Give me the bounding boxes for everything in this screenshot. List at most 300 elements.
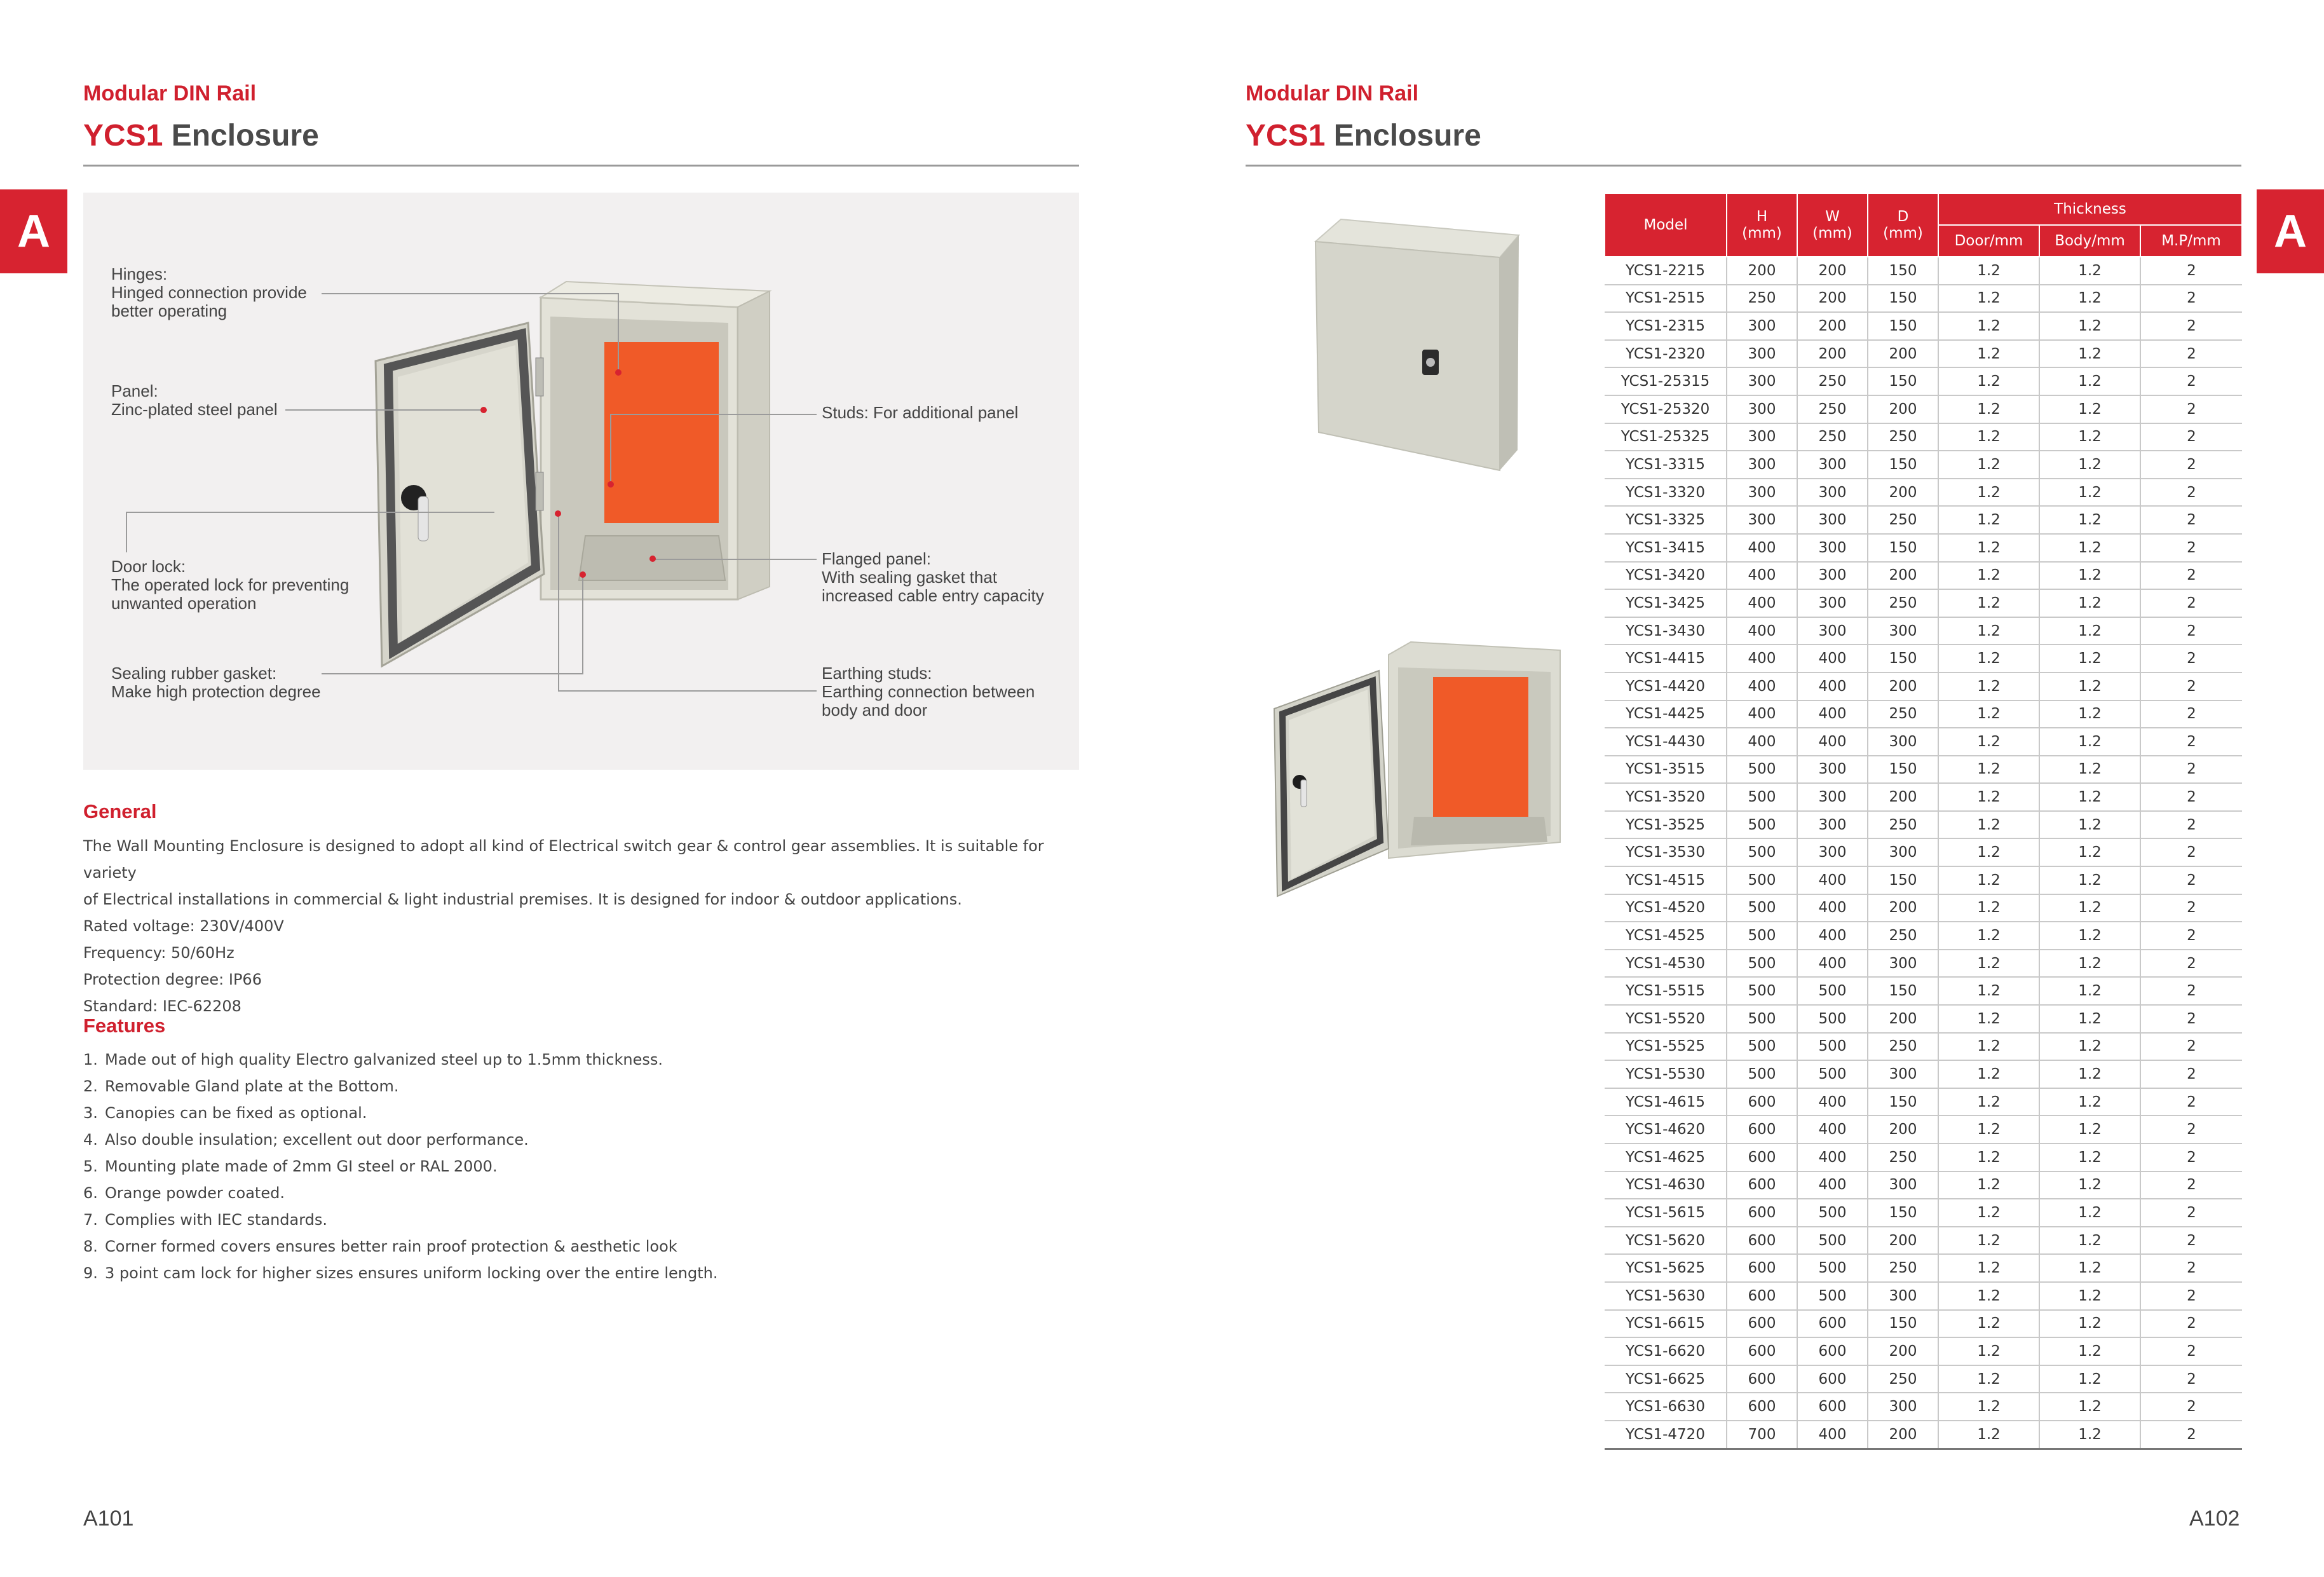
- table-cell: 300: [1797, 783, 1868, 811]
- table-cell: YCS1-4620: [1605, 1116, 1727, 1143]
- table-cell: 250: [1868, 1143, 1938, 1171]
- table-cell: 500: [1727, 866, 1797, 894]
- callout-studs: Studs: For additional panel: [822, 403, 1019, 422]
- table-cell: 150: [1868, 257, 1938, 285]
- table-cell: 2: [2140, 1088, 2242, 1116]
- table-row: [1605, 395, 2242, 423]
- leader-studs-v: [610, 414, 611, 484]
- table-cell: 500: [1727, 1060, 1797, 1088]
- table-cell: YCS1-25325: [1605, 423, 1727, 451]
- table-row: [1605, 534, 2242, 562]
- table-row: [1605, 506, 2242, 534]
- marker-hinges: [615, 369, 622, 376]
- marker-earthing: [555, 510, 561, 517]
- table-cell: 1.2: [2039, 922, 2140, 950]
- table-cell: YCS1-5525: [1605, 1033, 1727, 1061]
- table-cell: 500: [1727, 950, 1797, 978]
- table-cell: 300: [1797, 589, 1868, 617]
- table-cell: 600: [1727, 1143, 1797, 1171]
- table-cell: 300: [1868, 728, 1938, 756]
- table-cell: 500: [1797, 1282, 1868, 1310]
- table-cell: YCS1-3520: [1605, 783, 1727, 811]
- table-cell: 1.2: [2039, 257, 2140, 285]
- leader-hinges-v: [618, 293, 619, 372]
- table-cell: 1.2: [2039, 1088, 2140, 1116]
- table-cell: YCS1-4520: [1605, 894, 1727, 922]
- general-line: The Wall Mounting Enclosure is designed to adopt all kind of Electrical switch gear & control gear assemblies. It is suitable for variety: [83, 837, 1044, 882]
- table-cell: 600: [1797, 1393, 1868, 1421]
- table-cell: 300: [1797, 534, 1868, 562]
- table-cell: 300: [1727, 423, 1797, 451]
- table-cell: 1.2: [2039, 728, 2140, 756]
- table-cell: 500: [1797, 1005, 1868, 1033]
- feature-text: Canopies can be fixed as optional.: [105, 1104, 367, 1122]
- feature-item: [83, 1206, 1079, 1233]
- table-cell: 400: [1727, 617, 1797, 645]
- table-cell: YCS1-5515: [1605, 977, 1727, 1005]
- table-cell: 300: [1868, 1060, 1938, 1088]
- table-row: [1605, 312, 2242, 340]
- table-cell: 1.2: [1938, 395, 2039, 423]
- table-cell: YCS1-4525: [1605, 922, 1727, 950]
- table-cell: 1.2: [1938, 866, 2039, 894]
- table-cell: 300: [1797, 756, 1868, 784]
- table-row: [1605, 783, 2242, 811]
- leader-gasket: [322, 673, 583, 674]
- table-row: [1605, 1254, 2242, 1282]
- table-row: [1605, 1310, 2242, 1338]
- frequency: Frequency: 50/60Hz: [83, 944, 234, 962]
- col-w-label: W: [1825, 208, 1840, 225]
- orange-mounting-plate: [1433, 677, 1528, 820]
- leader-hinges: [322, 293, 619, 294]
- col-door: Door/mm: [1938, 225, 2039, 257]
- table-cell: 2: [2140, 866, 2242, 894]
- table-cell: 300: [1868, 1282, 1938, 1310]
- col-w: [1797, 193, 1868, 257]
- feature-number: 9.: [83, 1264, 98, 1282]
- feature-item: [83, 1180, 1079, 1206]
- table-cell: 400: [1727, 645, 1797, 672]
- table-cell: 400: [1797, 1143, 1868, 1171]
- table-cell: 400: [1797, 728, 1868, 756]
- table-cell: 2: [2140, 1143, 2242, 1171]
- table-row: [1605, 1282, 2242, 1310]
- table-cell: YCS1-5630: [1605, 1282, 1727, 1310]
- table-cell: YCS1-3325: [1605, 506, 1727, 534]
- table-cell: 2: [2140, 312, 2242, 340]
- table-cell: YCS1-4430: [1605, 728, 1727, 756]
- feature-item: [83, 1073, 1079, 1100]
- leader-panel: [285, 409, 484, 411]
- table-cell: 1.2: [2039, 1282, 2140, 1310]
- table-cell: 2: [2140, 1199, 2242, 1227]
- table-cell: 1.2: [1938, 811, 2039, 839]
- table-cell: 1.2: [1938, 728, 2039, 756]
- table-cell: 2: [2140, 1033, 2242, 1061]
- table-cell: 2: [2140, 1005, 2242, 1033]
- table-cell: YCS1-6615: [1605, 1310, 1727, 1338]
- table-cell: 600: [1727, 1171, 1797, 1199]
- table-row: [1605, 1033, 2242, 1061]
- table-cell: 500: [1727, 1005, 1797, 1033]
- table-cell: 300: [1797, 838, 1868, 866]
- left-title-prefix: YCS1: [83, 119, 163, 153]
- table-cell: 300: [1868, 617, 1938, 645]
- table-cell: 250: [1868, 423, 1938, 451]
- marker-panel: [480, 407, 487, 413]
- table-cell: 300: [1727, 451, 1797, 479]
- table-cell: 1.2: [1938, 312, 2039, 340]
- table-row: [1605, 617, 2242, 645]
- table-cell: 2: [2140, 1171, 2242, 1199]
- table-cell: 2: [2140, 1282, 2242, 1310]
- table-cell: 200: [1868, 672, 1938, 700]
- callout-door-lock: Door lock: The operated lock for preventing unwanted operation: [111, 557, 350, 613]
- table-cell: 1.2: [2039, 1254, 2140, 1282]
- feature-text: Removable Gland plate at the Bottom.: [105, 1077, 399, 1095]
- table-cell: 1.2: [1938, 589, 2039, 617]
- table-cell: 500: [1727, 894, 1797, 922]
- table-cell: 500: [1797, 1254, 1868, 1282]
- left-title-suffix: Enclosure: [163, 119, 319, 153]
- spec-table: [1604, 193, 2243, 1450]
- col-thickness: Thickness: [1938, 193, 2242, 225]
- features-heading: Features: [83, 1014, 166, 1037]
- table-cell: 1.2: [1938, 1421, 2039, 1449]
- table-row: [1605, 423, 2242, 451]
- table-cell: 1.2: [2039, 977, 2140, 1005]
- col-h: [1727, 193, 1797, 257]
- table-cell: 1.2: [2039, 1171, 2140, 1199]
- table-cell: 1.2: [1938, 562, 2039, 590]
- table-cell: 200: [1868, 1005, 1938, 1033]
- table-cell: 300: [1868, 1393, 1938, 1421]
- table-cell: 2: [2140, 1421, 2242, 1449]
- table-cell: 2: [2140, 728, 2242, 756]
- table-cell: 500: [1797, 1227, 1868, 1255]
- table-cell: YCS1-6620: [1605, 1337, 1727, 1365]
- right-title-suffix: Enclosure: [1325, 119, 1481, 153]
- table-row: [1605, 922, 2242, 950]
- standard: Standard: IEC-62208: [83, 997, 241, 1015]
- table-cell: YCS1-3425: [1605, 589, 1727, 617]
- table-cell: 1.2: [2039, 1060, 2140, 1088]
- table-row: [1605, 1337, 2242, 1365]
- table-cell: 1.2: [1938, 1033, 2039, 1061]
- table-cell: 2: [2140, 285, 2242, 313]
- right-page-title: [1246, 118, 1481, 153]
- table-row: [1605, 257, 2242, 285]
- table-cell: YCS1-3430: [1605, 617, 1727, 645]
- table-cell: 1.2: [2039, 479, 2140, 507]
- table-row: [1605, 866, 2242, 894]
- feature-text: Orange powder coated.: [105, 1184, 285, 1202]
- table-cell: 200: [1868, 783, 1938, 811]
- table-cell: 200: [1868, 1337, 1938, 1365]
- table-cell: 500: [1727, 838, 1797, 866]
- table-row: [1605, 1365, 2242, 1393]
- table-cell: 200: [1868, 1116, 1938, 1143]
- table-row: [1605, 1171, 2242, 1199]
- table-cell: YCS1-2320: [1605, 340, 1727, 368]
- table-cell: 2: [2140, 645, 2242, 672]
- table-cell: 2: [2140, 700, 2242, 728]
- feature-item: [83, 1153, 1079, 1180]
- feature-number: 6.: [83, 1184, 98, 1202]
- table-cell: 1.2: [2039, 783, 2140, 811]
- table-cell: 1.2: [1938, 838, 2039, 866]
- table-cell: 1.2: [2039, 1199, 2140, 1227]
- table-cell: 600: [1727, 1116, 1797, 1143]
- table-row: [1605, 1060, 2242, 1088]
- table-cell: 1.2: [2039, 1227, 2140, 1255]
- table-cell: 150: [1868, 977, 1938, 1005]
- table-cell: 1.2: [1938, 340, 2039, 368]
- table-cell: 1.2: [1938, 451, 2039, 479]
- left-subtitle: Modular DIN Rail: [83, 81, 257, 106]
- callout-earthing: Earthing studs: Earthing connection between body and door: [822, 664, 1035, 720]
- table-cell: 400: [1797, 700, 1868, 728]
- table-row: [1605, 756, 2242, 784]
- leader-earthing-v: [558, 514, 559, 692]
- table-cell: 1.2: [1938, 756, 2039, 784]
- table-cell: 2: [2140, 1116, 2242, 1143]
- right-title-rule: [1246, 165, 2241, 167]
- table-row: [1605, 645, 2242, 672]
- table-cell: 250: [1868, 589, 1938, 617]
- table-cell: 2: [2140, 950, 2242, 978]
- table-cell: 2: [2140, 756, 2242, 784]
- table-cell: YCS1-25320: [1605, 395, 1727, 423]
- table-cell: 200: [1868, 479, 1938, 507]
- table-cell: 2: [2140, 811, 2242, 839]
- table-cell: 2: [2140, 1227, 2242, 1255]
- table-row: [1605, 1116, 2242, 1143]
- table-cell: 1.2: [2039, 1421, 2140, 1449]
- table-cell: 700: [1727, 1421, 1797, 1449]
- feature-text: Corner formed covers ensures better rain proof protection & aesthetic look: [105, 1238, 677, 1255]
- feature-number: 5.: [83, 1157, 98, 1175]
- table-cell: 600: [1727, 1227, 1797, 1255]
- table-cell: YCS1-25315: [1605, 367, 1727, 395]
- feature-text: Also double insulation; excellent out door performance.: [105, 1131, 529, 1149]
- table-cell: 400: [1797, 1088, 1868, 1116]
- table-cell: YCS1-4425: [1605, 700, 1727, 728]
- table-cell: 2: [2140, 506, 2242, 534]
- table-cell: 1.2: [2039, 617, 2140, 645]
- table-cell: 200: [1868, 1227, 1938, 1255]
- table-cell: 1.2: [1938, 617, 2039, 645]
- table-cell: 2: [2140, 1310, 2242, 1338]
- table-cell: 1.2: [1938, 1393, 2039, 1421]
- feature-number: 7.: [83, 1211, 98, 1229]
- table-row: [1605, 367, 2242, 395]
- table-row: [1605, 1393, 2242, 1421]
- table-cell: YCS1-4515: [1605, 866, 1727, 894]
- features-list: [83, 1046, 1079, 1287]
- table-cell: 1.2: [2039, 340, 2140, 368]
- table-cell: 1.2: [1938, 1005, 2039, 1033]
- table-cell: 1.2: [2039, 1005, 2140, 1033]
- table-cell: 1.2: [1938, 922, 2039, 950]
- table-cell: YCS1-5530: [1605, 1060, 1727, 1088]
- table-cell: 300: [1727, 506, 1797, 534]
- table-cell: 1.2: [1938, 1060, 2039, 1088]
- table-cell: 300: [1727, 395, 1797, 423]
- right-section-tab: A: [2257, 189, 2324, 273]
- callout-panel: Panel: Zinc-plated steel panel: [111, 381, 278, 419]
- table-cell: 150: [1868, 866, 1938, 894]
- table-row: [1605, 811, 2242, 839]
- table-cell: 1.2: [1938, 1171, 2039, 1199]
- table-row: [1605, 700, 2242, 728]
- table-cell: 1.2: [2039, 700, 2140, 728]
- feature-text: Made out of high quality Electro galvanized steel up to 1.5mm thickness.: [105, 1051, 663, 1068]
- table-cell: 300: [1727, 479, 1797, 507]
- table-row: [1605, 285, 2242, 313]
- leader-earthing: [558, 690, 817, 692]
- table-cell: 1.2: [1938, 285, 2039, 313]
- table-cell: 1.2: [2039, 312, 2140, 340]
- table-cell: YCS1-4415: [1605, 645, 1727, 672]
- table-cell: 150: [1868, 756, 1938, 784]
- table-row: [1605, 1227, 2242, 1255]
- table-cell: 200: [1797, 257, 1868, 285]
- feature-item: [83, 1260, 1079, 1287]
- table-cell: 2: [2140, 340, 2242, 368]
- marker-flanged: [649, 556, 656, 562]
- table-cell: YCS1-4420: [1605, 672, 1727, 700]
- col-w-unit: (mm): [1812, 225, 1852, 242]
- table-cell: YCS1-2515: [1605, 285, 1727, 313]
- table-cell: 1.2: [2039, 811, 2140, 839]
- table-cell: 600: [1727, 1365, 1797, 1393]
- table-cell: 2: [2140, 977, 2242, 1005]
- table-cell: 2: [2140, 423, 2242, 451]
- table-cell: 1.2: [2039, 506, 2140, 534]
- table-cell: 1.2: [1938, 1337, 2039, 1365]
- table-cell: 600: [1727, 1337, 1797, 1365]
- table-cell: 500: [1797, 977, 1868, 1005]
- table-cell: YCS1-3420: [1605, 562, 1727, 590]
- table-cell: 400: [1797, 672, 1868, 700]
- table-cell: 1.2: [1938, 894, 2039, 922]
- table-cell: 1.2: [2039, 894, 2140, 922]
- marker-gasket: [580, 571, 586, 578]
- table-cell: 400: [1797, 1171, 1868, 1199]
- table-cell: 600: [1727, 1282, 1797, 1310]
- table-row: [1605, 1143, 2242, 1171]
- table-cell: YCS1-3415: [1605, 534, 1727, 562]
- col-body: Body/mm: [2039, 225, 2140, 257]
- col-d-unit: (mm): [1883, 225, 1923, 242]
- table-cell: 300: [1868, 1171, 1938, 1199]
- table-cell: 1.2: [2039, 1033, 2140, 1061]
- table-cell: 500: [1797, 1033, 1868, 1061]
- table-cell: 2: [2140, 894, 2242, 922]
- leader-door-lock-v: [126, 512, 127, 552]
- table-cell: 1.2: [2039, 1143, 2140, 1171]
- table-cell: 1.2: [2039, 756, 2140, 784]
- feature-item: [83, 1126, 1079, 1153]
- enclosure-side: [738, 291, 770, 599]
- table-cell: 150: [1868, 1088, 1938, 1116]
- table-cell: 400: [1727, 672, 1797, 700]
- table-cell: 500: [1727, 756, 1797, 784]
- table-cell: 1.2: [2039, 423, 2140, 451]
- table-cell: 2: [2140, 922, 2242, 950]
- table-cell: 1.2: [2039, 1310, 2140, 1338]
- table-cell: 500: [1727, 783, 1797, 811]
- table-cell: YCS1-5520: [1605, 1005, 1727, 1033]
- table-row: [1605, 451, 2242, 479]
- feature-number: 2.: [83, 1077, 98, 1095]
- table-cell: YCS1-2315: [1605, 312, 1727, 340]
- table-cell: 1.2: [2039, 1365, 2140, 1393]
- table-row: [1605, 894, 2242, 922]
- table-cell: YCS1-4615: [1605, 1088, 1727, 1116]
- general-heading: General: [83, 800, 157, 823]
- table-cell: 1.2: [1938, 534, 2039, 562]
- table-cell: 500: [1727, 1033, 1797, 1061]
- table-cell: 600: [1797, 1337, 1868, 1365]
- table-cell: 250: [1727, 285, 1797, 313]
- table-cell: 150: [1868, 1199, 1938, 1227]
- table-cell: 200: [1727, 257, 1797, 285]
- table-cell: 400: [1727, 534, 1797, 562]
- col-d-label: D: [1897, 208, 1909, 225]
- table-cell: YCS1-5625: [1605, 1254, 1727, 1282]
- table-cell: 1.2: [1938, 783, 2039, 811]
- table-row: [1605, 1088, 2242, 1116]
- key-icon: [1426, 358, 1435, 367]
- hinge-top: [536, 358, 543, 396]
- table-cell: YCS1-4625: [1605, 1143, 1727, 1171]
- table-cell: 2: [2140, 257, 2242, 285]
- table-cell: 250: [1797, 395, 1868, 423]
- table-cell: 400: [1797, 866, 1868, 894]
- hinge-bottom: [536, 472, 543, 510]
- table-row: [1605, 340, 2242, 368]
- table-cell: 600: [1727, 1393, 1797, 1421]
- table-cell: 150: [1868, 312, 1938, 340]
- table-cell: 1.2: [1938, 1227, 2039, 1255]
- spec-table-body: [1605, 257, 2242, 1449]
- table-cell: 200: [1797, 340, 1868, 368]
- callout-gasket: Sealing rubber gasket: Make high protection degree: [111, 664, 321, 701]
- table-cell: 1.2: [1938, 950, 2039, 978]
- table-cell: 2: [2140, 672, 2242, 700]
- table-row: [1605, 562, 2242, 590]
- table-cell: 150: [1868, 285, 1938, 313]
- table-cell: 2: [2140, 783, 2242, 811]
- table-cell: 1.2: [1938, 423, 2039, 451]
- table-cell: 1.2: [1938, 1116, 2039, 1143]
- open-enclosure-photo: [1271, 639, 1563, 906]
- table-cell: 1.2: [1938, 672, 2039, 700]
- table-cell: 1.2: [2039, 562, 2140, 590]
- table-cell: 2: [2140, 367, 2242, 395]
- table-cell: 2: [2140, 395, 2242, 423]
- table-row: [1605, 1199, 2242, 1227]
- table-cell: 1.2: [2039, 367, 2140, 395]
- table-row: [1605, 479, 2242, 507]
- table-cell: 1.2: [1938, 977, 2039, 1005]
- table-cell: 1.2: [2039, 1393, 2140, 1421]
- feature-text: Complies with IEC standards.: [105, 1211, 328, 1229]
- table-cell: 2: [2140, 617, 2242, 645]
